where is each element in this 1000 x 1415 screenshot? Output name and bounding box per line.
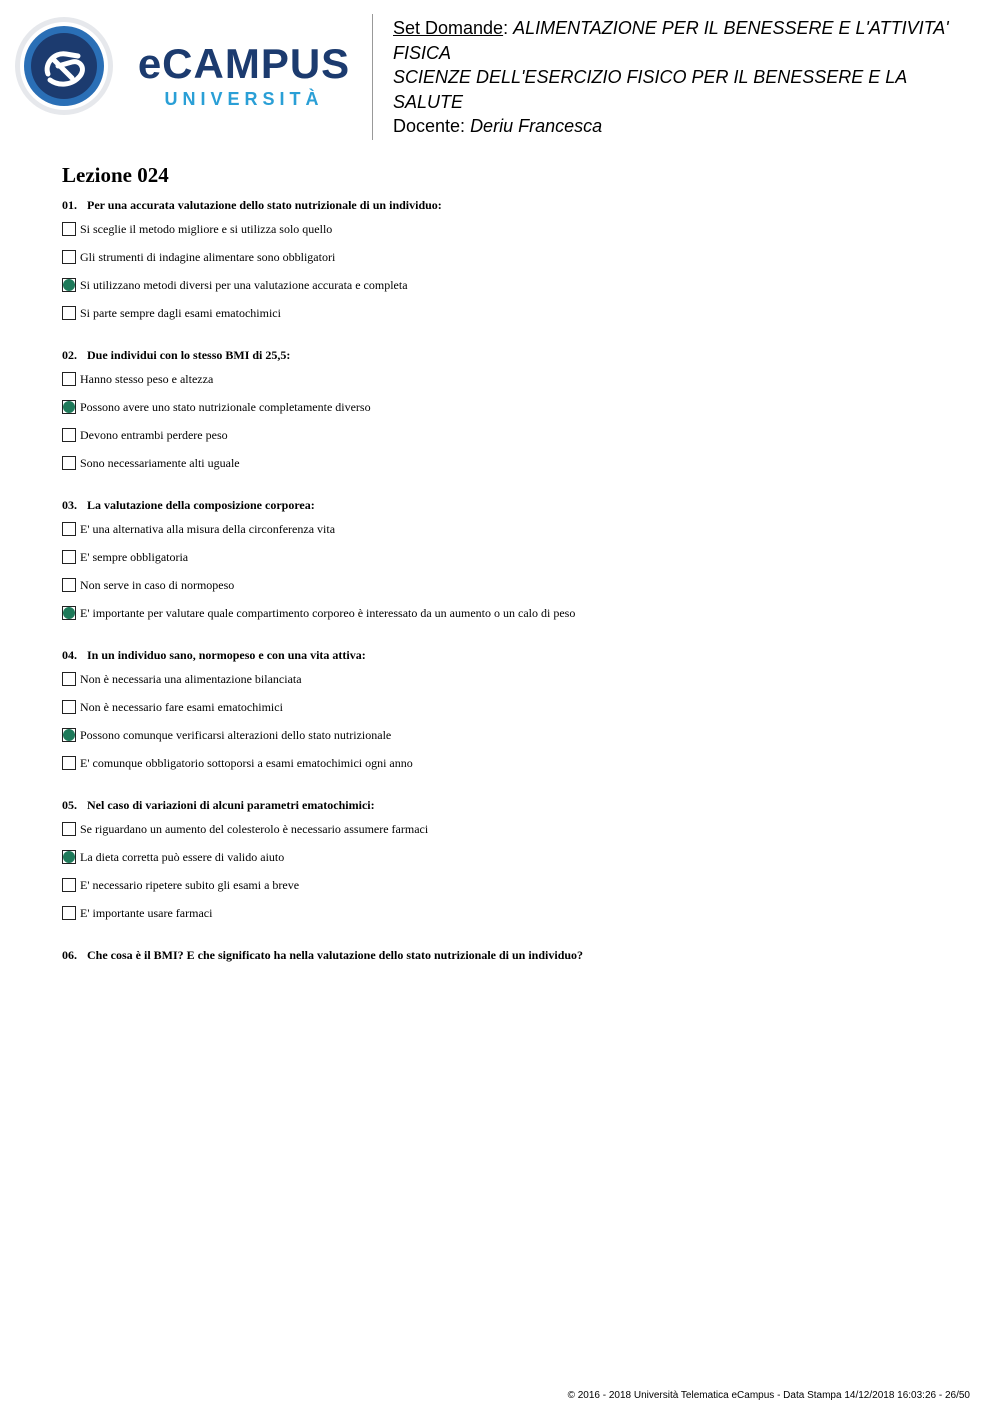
- header-divider: [372, 14, 373, 140]
- page-footer: © 2016 - 2018 Università Telematica eCampus - Data Stampa 14/12/2018 16:03:26 - 26/50: [567, 1390, 970, 1401]
- option-label: E' una alternativa alla misura della circonferenza vita: [80, 522, 336, 536]
- answer-option[interactable]: [62, 398, 962, 422]
- checkbox[interactable]: [62, 906, 76, 920]
- answer-option[interactable]: [62, 370, 962, 394]
- option-label: E' importante per valutare quale compartimento corporeo è interessato da un aumento o un calo di peso: [80, 606, 576, 620]
- question-text: Che cosa è il BMI? E che significato ha nella valutazione dello stato nutrizionale di un individuo?: [87, 948, 584, 962]
- ecampus-logo: [14, 16, 364, 116]
- answer-option[interactable]: [62, 304, 962, 328]
- checkbox[interactable]: [62, 222, 76, 236]
- option-label: Gli strumenti di indagine alimentare sono obbligatori: [80, 250, 336, 264]
- answer-option[interactable]: [62, 754, 962, 778]
- course-title: SCIENZE DELL'ESERCIZIO FISICO PER IL BENESSERE E LA: [393, 67, 908, 87]
- checkbox[interactable]: [62, 522, 76, 536]
- checkbox[interactable]: [62, 822, 76, 836]
- checkbox[interactable]: [62, 306, 76, 320]
- question: [62, 496, 962, 514]
- course-title-cont: SALUTE: [393, 91, 464, 112]
- brand-wordmark: [134, 42, 364, 112]
- question: [62, 946, 962, 964]
- option-label: Non è necessario fare esami ematochimici: [80, 700, 283, 714]
- option-label: Possono comunque verificarsi alterazioni dello stato nutrizionale: [80, 728, 392, 742]
- option-label: Devono entrambi perdere peso: [80, 428, 228, 442]
- option-label: E' sempre obbligatoria: [80, 550, 189, 564]
- question-number: 04.: [62, 648, 77, 662]
- answer-option[interactable]: [62, 604, 962, 628]
- option-label: Non è necessaria una alimentazione bilanciata: [80, 672, 302, 686]
- answer-option[interactable]: [62, 698, 962, 722]
- checkbox[interactable]: [62, 578, 76, 592]
- answer-option[interactable]: [62, 220, 962, 244]
- question-text: Nel caso di variazioni di alcuni parametri ematochimici:: [87, 798, 375, 812]
- answer-option[interactable]: [62, 904, 962, 928]
- answer-option[interactable]: [62, 670, 962, 694]
- answer-option[interactable]: [62, 548, 962, 572]
- brand-name: eCAMPUS: [137, 40, 351, 87]
- checkbox[interactable]: [62, 850, 76, 864]
- question-text: In un individuo sano, normopeso e con una vita attiva:: [87, 648, 366, 662]
- set-line: Set Domande: ALIMENTAZIONE PER IL BENESSERE E L'ATTIVITA': [393, 18, 949, 38]
- option-label: Si utilizzano metodi diversi per una valutazione accurata e completa: [80, 278, 408, 292]
- question-number: 02.: [62, 348, 77, 362]
- checkbox[interactable]: [62, 700, 76, 714]
- set-label: Set Domande: [393, 18, 504, 38]
- option-label: Sono necessariamente alti uguale: [80, 456, 240, 470]
- answer-option[interactable]: [62, 454, 962, 478]
- option-label: La dieta corretta può essere di valido aiuto: [80, 850, 285, 864]
- checkbox[interactable]: [62, 728, 76, 742]
- set-title-cont: FISICA: [393, 42, 452, 63]
- question-number: 05.: [62, 798, 77, 812]
- checkbox[interactable]: [62, 756, 76, 770]
- question-text: Per una accurata valutazione dello stato nutrizionale di un individuo:: [87, 198, 442, 212]
- question-text: Due individui con lo stesso BMI di 25,5:: [87, 348, 291, 362]
- question-number: 03.: [62, 498, 77, 512]
- docente-label: Docente: [393, 116, 461, 136]
- question-list: [62, 196, 962, 970]
- question-number: 01.: [62, 198, 77, 212]
- option-label: Si parte sempre dagli esami ematochimici: [80, 306, 281, 320]
- question-number: 06.: [62, 948, 77, 962]
- checkbox[interactable]: [62, 672, 76, 686]
- question: [62, 646, 962, 664]
- answer-option[interactable]: [62, 248, 962, 272]
- checkbox[interactable]: [62, 400, 76, 414]
- checkbox[interactable]: [62, 606, 76, 620]
- answer-option[interactable]: [62, 820, 962, 844]
- question: [62, 196, 962, 214]
- question: [62, 796, 962, 814]
- ecampus-emblem-icon: [14, 16, 114, 116]
- brand-subtitle: UNIVERSITÀ: [164, 89, 324, 109]
- option-label: Hanno stesso peso e altezza: [80, 372, 214, 386]
- question-text: La valutazione della composizione corporea:: [87, 498, 315, 512]
- option-label: E' comunque obbligatorio sottoporsi a esami ematochimici ogni anno: [80, 756, 413, 770]
- answer-option[interactable]: [62, 576, 962, 600]
- header-info: [393, 16, 983, 139]
- answer-option[interactable]: [62, 520, 962, 544]
- checkbox[interactable]: [62, 278, 76, 292]
- question: [62, 346, 962, 364]
- checkbox[interactable]: [62, 250, 76, 264]
- lesson-title: Lezione 024: [62, 163, 169, 187]
- answer-option[interactable]: [62, 276, 962, 300]
- docente-line: Docente: Deriu Francesca: [393, 116, 603, 136]
- option-label: Possono avere uno stato nutrizionale completamente diverso: [80, 400, 371, 414]
- option-label: E' importante usare farmaci: [80, 906, 213, 920]
- option-label: Non serve in caso di normopeso: [80, 578, 235, 592]
- answer-option[interactable]: [62, 876, 962, 900]
- checkbox[interactable]: [62, 456, 76, 470]
- checkbox[interactable]: [62, 878, 76, 892]
- answer-option[interactable]: [62, 726, 962, 750]
- set-title: ALIMENTAZIONE PER IL BENESSERE E L'ATTIVITA': [513, 18, 949, 38]
- checkbox[interactable]: [62, 372, 76, 386]
- answer-option[interactable]: [62, 426, 962, 450]
- option-label: Si sceglie il metodo migliore e si utilizza solo quello: [80, 222, 333, 236]
- option-label: E' necessario ripetere subito gli esami a breve: [80, 878, 300, 892]
- checkbox[interactable]: [62, 550, 76, 564]
- docente-name: Deriu Francesca: [470, 116, 603, 136]
- answer-option[interactable]: [62, 848, 962, 872]
- option-label: Se riguardano un aumento del colesterolo è necessario assumere farmaci: [80, 822, 429, 836]
- checkbox[interactable]: [62, 428, 76, 442]
